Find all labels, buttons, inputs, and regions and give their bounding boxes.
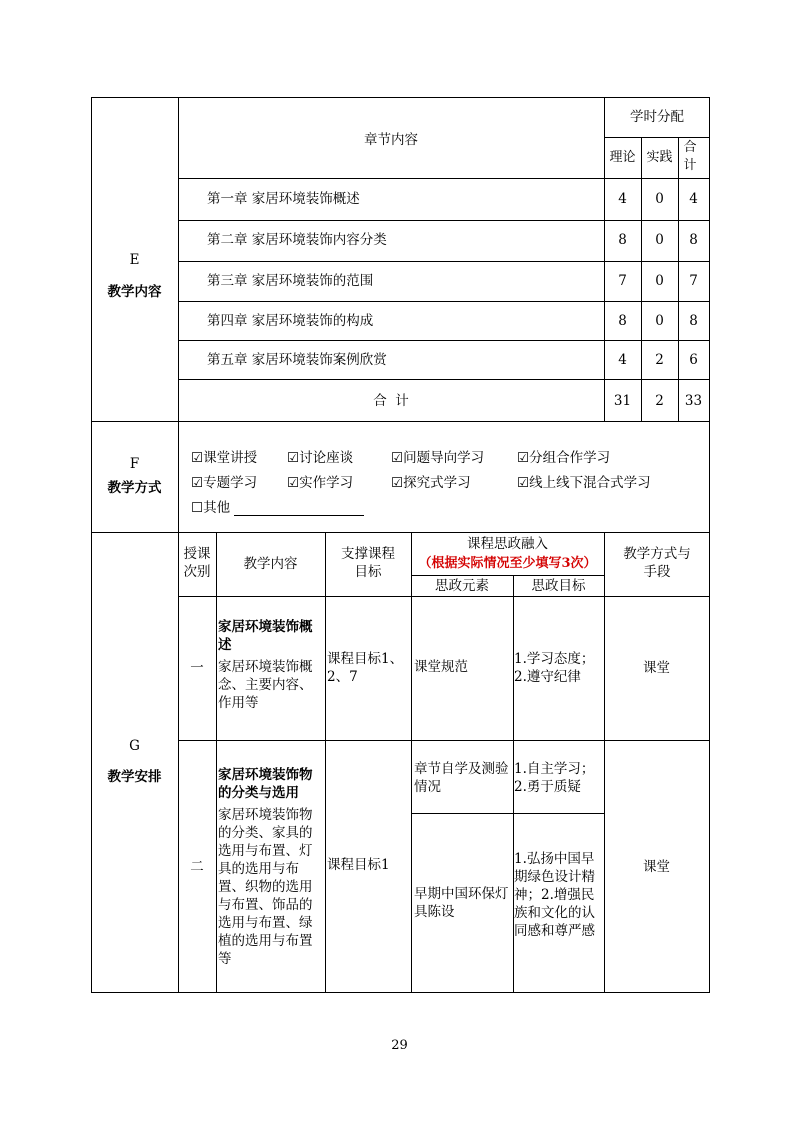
checkbox-icon: ☑	[191, 475, 204, 491]
total-row-5: 6	[689, 352, 698, 368]
target-header: 思政目标	[531, 578, 586, 594]
target-1: 1.学习态度；2.遵守纪律	[514, 651, 595, 685]
total-header: 合计	[683, 140, 697, 173]
chapter-header: 章节内容	[364, 132, 418, 148]
practice-header: 实践	[646, 150, 673, 165]
checkbox-icon: ☑	[517, 475, 530, 491]
chapter-row-5: 第五章 家居环境装饰案例欣赏	[207, 352, 387, 368]
sum-total: 33	[684, 393, 703, 409]
total-row-4: 8	[689, 313, 698, 329]
target-2a: 1.自主学习；2.勇于质疑	[514, 761, 595, 795]
checkbox-icon: ☑	[287, 475, 300, 491]
option-other[interactable]: ☐其他	[191, 500, 231, 516]
section-g-letter: G	[129, 738, 140, 754]
sum-theory: 31	[613, 393, 632, 409]
total-row-3: 7	[689, 273, 698, 289]
option-topic-study[interactable]: ☑专题学习	[191, 475, 258, 491]
content-header: 教学内容	[243, 556, 298, 572]
total-row-2: 8	[689, 232, 698, 248]
content-title-2: 家居环境装饰物的分类与选用	[218, 767, 313, 801]
option-blended[interactable]: ☑线上线下混合式学习	[517, 475, 651, 491]
goal-2: 课程目标1	[327, 857, 390, 873]
sum-label: 合 计	[373, 393, 409, 409]
chapter-row-2: 第二章 家居环境装饰内容分类	[207, 232, 387, 248]
page-number: 29	[391, 1038, 408, 1053]
total-row-1: 4	[689, 191, 698, 207]
checkbox-icon: ☐	[191, 500, 204, 516]
element-header: 思政元素	[435, 578, 489, 594]
other-blank-line	[234, 515, 364, 516]
section-f-letter: F	[129, 456, 140, 472]
session-2: 二	[190, 859, 204, 875]
theory-header: 理论	[609, 150, 636, 165]
target-2b: 1.弘扬中国早期绿色设计精神；2.增强民族和文化的认同感和尊严感	[514, 851, 595, 939]
section-e-title: 教学内容	[107, 284, 162, 300]
goal-header: 支撑课程目标	[341, 546, 395, 580]
theory-row-5: 4	[618, 352, 627, 368]
sizheng-header: 课程思政融入	[467, 536, 548, 552]
option-discussion[interactable]: ☑讨论座谈	[287, 450, 354, 466]
theory-row-3: 7	[618, 273, 627, 289]
chapter-row-1: 第一章 家居环境装饰概述	[207, 191, 360, 207]
element-2a: 章节自学及测验情况	[414, 761, 509, 795]
checkbox-icon: ☑	[191, 450, 204, 466]
content-title-1: 家居环境装饰概述	[218, 619, 313, 653]
option-group-cooperation[interactable]: ☑分组合作学习	[517, 450, 611, 466]
session-1: 一	[190, 660, 204, 676]
option-inquiry[interactable]: ☑探究式学习	[391, 475, 471, 491]
option-practical[interactable]: ☑实作学习	[287, 475, 354, 491]
checkbox-icon: ☑	[517, 450, 530, 466]
option-problem-based[interactable]: ☑问题导向学习	[391, 450, 485, 466]
sum-practice: 2	[655, 393, 664, 409]
theory-row-4: 8	[618, 313, 627, 329]
section-e-letter: E	[129, 252, 140, 268]
method-1: 课堂	[643, 660, 670, 676]
chapter-row-3: 第三章 家居环境装饰的范围	[207, 273, 374, 289]
goal-1: 课程目标1、2、7	[327, 651, 404, 685]
content-body-1: 家居环境装饰概念、主要内容、作用等	[218, 659, 313, 711]
checkbox-icon: ☑	[391, 475, 404, 491]
practice-row-4: 0	[655, 313, 664, 329]
theory-row-2: 8	[618, 232, 627, 248]
content-body-2: 家居环境装饰物的分类、家具的选用与布置、灯具的选用与布置、织物的选用与布置、饰品的选用与布置、绿植的选用与布置等	[218, 807, 313, 967]
practice-row-2: 0	[655, 232, 664, 248]
hours-header: 学时分配	[630, 109, 684, 125]
option-classroom-lecture[interactable]: ☑课堂讲授	[191, 450, 258, 466]
session-header: 授课次别	[183, 546, 211, 580]
chapter-row-4: 第四章 家居环境装饰的构成	[207, 313, 374, 329]
practice-row-1: 0	[655, 191, 664, 207]
practice-row-3: 0	[655, 273, 664, 289]
practice-row-5: 2	[655, 352, 664, 368]
method-header: 教学方式与手段	[623, 546, 691, 580]
checkbox-icon: ☑	[391, 450, 404, 466]
sizheng-note: （根据实际情况至少填写3次）	[418, 556, 597, 571]
section-f-title: 教学方式	[107, 480, 162, 496]
section-g-title: 教学安排	[107, 769, 162, 785]
element-2b: 早期中国环保灯具陈设	[414, 886, 509, 920]
theory-row-1: 4	[618, 191, 627, 207]
method-2: 课堂	[643, 859, 670, 875]
checkbox-icon: ☑	[287, 450, 300, 466]
element-1: 课堂规范	[414, 659, 468, 675]
